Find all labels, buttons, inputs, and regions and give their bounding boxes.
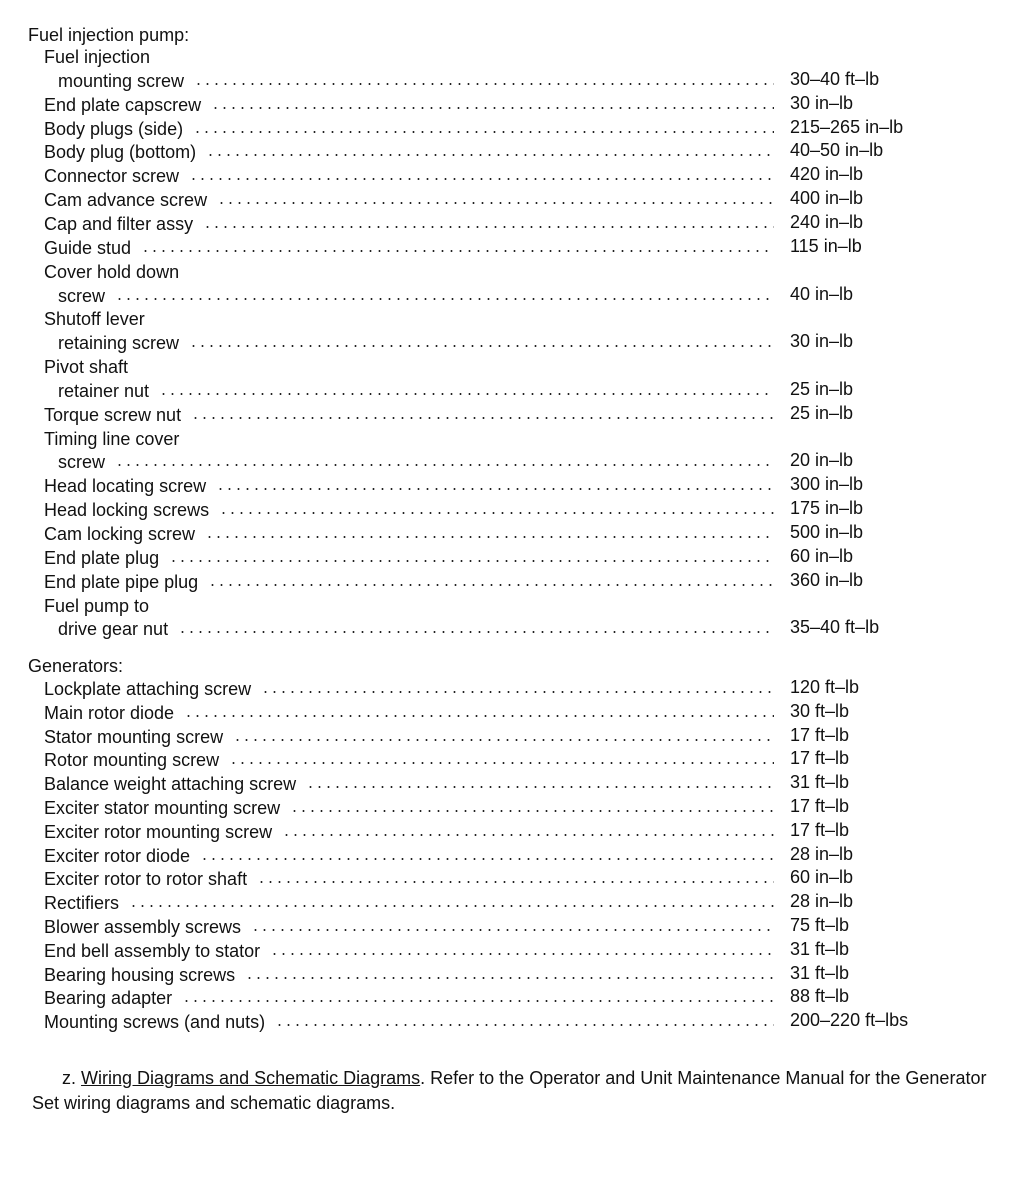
dot-leader	[205, 536, 774, 538]
spec-row	[0, 403, 1011, 427]
dot-leader	[178, 631, 774, 633]
spec-label: Exciter rotor diode	[44, 845, 191, 866]
spec-row	[0, 45, 1011, 69]
spec-value: 28 in–lb	[790, 891, 854, 912]
spec-value: 240 in–lb	[790, 211, 864, 232]
spec-value: 20 in–lb	[790, 450, 854, 471]
dot-leader	[217, 202, 774, 204]
spec-row	[0, 427, 1011, 451]
spec-row	[0, 939, 1011, 963]
dot-leader	[211, 107, 774, 109]
spec-label: End plate capscrew	[44, 94, 202, 115]
spec-label: Cam locking screw	[44, 524, 196, 544]
dot-leader	[282, 834, 774, 836]
spec-row	[0, 498, 1011, 522]
spec-label: Timing line cover	[44, 428, 180, 449]
dot-leader	[159, 393, 774, 395]
spec-label: drive gear nut	[58, 619, 169, 640]
spec-value: 300 in–lb	[790, 474, 864, 495]
spec-label: Body plug (bottom)	[44, 142, 197, 163]
spec-value: 17 ft–lb	[790, 819, 850, 840]
spec-row	[0, 570, 1011, 594]
spec-value: 400 in–lb	[790, 188, 864, 209]
spec-value: 17 ft–lb	[790, 724, 850, 745]
spec-row	[0, 117, 1011, 141]
dot-leader	[290, 810, 774, 812]
dot-leader	[182, 1000, 774, 1002]
spec-value: 40 in–lb	[790, 283, 854, 304]
spec-row	[0, 796, 1011, 820]
spec-label: mounting screw	[58, 70, 185, 91]
spec-value: 28 in–lb	[790, 843, 854, 864]
spec-value: 31 ft–lb	[790, 772, 850, 793]
spec-value: 60 in–lb	[790, 867, 854, 888]
spec-label: Fuel injection	[44, 47, 151, 67]
dot-leader	[189, 345, 774, 347]
spec-value: 215–265 in–lb	[790, 116, 904, 137]
spec-value: 25 in–lb	[790, 402, 854, 423]
dot-leader	[275, 1024, 774, 1026]
spec-label: Guide stud	[44, 237, 132, 258]
spec-value: 360 in–lb	[790, 569, 864, 590]
dot-leader	[115, 298, 774, 300]
spec-row	[0, 844, 1011, 868]
spec-row	[0, 474, 1011, 498]
spec-label: Exciter rotor mounting screw	[44, 821, 273, 842]
spec-label: retaining screw	[58, 333, 180, 354]
spec-value: 175 in–lb	[790, 498, 864, 519]
spec-label: Pivot shaft	[44, 357, 129, 378]
spec-label: Exciter stator mounting screw	[44, 798, 281, 818]
generators-heading: Generators:	[28, 656, 124, 676]
spec-row	[0, 594, 1011, 618]
spec-value: 115 in–lb	[790, 235, 862, 256]
spec-label: Cam advance screw	[44, 190, 208, 211]
spec-label: Balance weight attaching screw	[44, 774, 297, 795]
spec-value: 75 ft–lb	[790, 915, 850, 935]
spec-label: Cover hold down	[44, 261, 180, 282]
dot-leader	[245, 977, 774, 979]
spec-row	[0, 355, 1011, 379]
spec-label: Connector screw	[44, 166, 180, 187]
spec-row	[0, 963, 1011, 987]
spec-label: Lockplate attaching screw	[44, 679, 252, 699]
spec-label: retainer nut	[58, 380, 150, 401]
dot-leader	[206, 154, 774, 156]
spec-label: Rotor mounting screw	[44, 750, 220, 771]
spec-row	[0, 867, 1011, 891]
spec-row	[0, 331, 1011, 355]
spec-value: 31 ft–lb	[790, 938, 850, 959]
wiring-diagrams-paragraph	[32, 1066, 1007, 1116]
spec-label: Bearing housing screws	[44, 964, 236, 985]
dot-leader	[115, 464, 774, 466]
dot-leader	[306, 786, 774, 788]
spec-row	[0, 701, 1011, 725]
spec-value: 30 in–lb	[790, 331, 854, 352]
spec-row	[0, 522, 1011, 546]
spec-row	[0, 307, 1011, 331]
dot-leader	[189, 178, 774, 180]
dot-leader	[233, 739, 774, 741]
spec-label: screw	[58, 285, 106, 306]
dot-leader	[200, 858, 774, 860]
spec-row	[0, 236, 1011, 260]
dot-leader	[257, 881, 774, 883]
dot-leader	[194, 83, 774, 85]
spec-label: Bearing adapter	[44, 988, 173, 1009]
spec-value: 25 in–lb	[790, 378, 854, 399]
spec-row	[0, 617, 1011, 641]
spec-row	[0, 677, 1011, 701]
spec-row	[0, 772, 1011, 796]
spec-label: Main rotor diode	[44, 702, 175, 723]
spec-label: End bell assembly to stator	[44, 940, 261, 961]
fuel-pump-heading: Fuel injection pump:	[28, 25, 190, 45]
spec-row	[0, 379, 1011, 403]
spec-row	[0, 748, 1011, 772]
spec-value: 60 in–lb	[790, 545, 854, 566]
paragraph-text: . Refer to the Operator and Unit Maintenance Manual for the Generator Set wiring diagrams and schematic diagrams.	[32, 1068, 987, 1113]
spec-row	[0, 546, 1011, 570]
spec-row	[0, 820, 1011, 844]
spec-value: 31 ft–lb	[790, 962, 850, 983]
spec-label: Body plugs (side)	[44, 118, 184, 139]
dot-leader	[169, 560, 774, 562]
spec-row	[0, 986, 1011, 1010]
spec-row	[0, 891, 1011, 915]
spec-value: 35–40 ft–lb	[790, 617, 880, 638]
spec-value: 17 ft–lb	[790, 748, 850, 769]
spec-label: Cap and filter assy	[44, 213, 194, 234]
spec-label: Head locking screws	[44, 500, 210, 521]
spec-label: Rectifiers	[44, 893, 120, 914]
spec-label: screw	[58, 452, 106, 473]
spec-value: 30–40 ft–lb	[790, 68, 880, 89]
spec-label: Blower assembly screws	[44, 917, 242, 937]
spec-label: Shutoff lever	[44, 309, 145, 330]
spec-row	[0, 188, 1011, 212]
spec-row	[0, 69, 1011, 93]
spec-value: 500 in–lb	[790, 522, 864, 542]
spec-label: Torque screw nut	[44, 404, 182, 425]
dot-leader	[191, 417, 774, 419]
dot-leader	[193, 131, 774, 133]
spec-row	[0, 915, 1011, 939]
spec-row	[0, 725, 1011, 749]
dot-leader	[219, 512, 774, 514]
spec-row	[0, 140, 1011, 164]
spec-label: Head locating screw	[44, 476, 207, 497]
dot-leader	[203, 226, 774, 228]
spec-value: 420 in–lb	[790, 164, 864, 185]
dot-leader	[261, 691, 774, 693]
dot-leader	[129, 905, 774, 907]
spec-label: Stator mounting screw	[44, 726, 224, 747]
spec-label: Mounting screws (and nuts)	[44, 1012, 266, 1033]
spec-value: 30 ft–lb	[790, 700, 850, 721]
spec-row	[0, 212, 1011, 236]
dot-leader	[141, 250, 774, 252]
spec-row	[0, 164, 1011, 188]
dot-leader	[270, 953, 774, 955]
dot-leader	[216, 488, 774, 490]
spec-row	[0, 1010, 1011, 1034]
paragraph-title: Wiring Diagrams and Schematic Diagrams	[81, 1068, 421, 1088]
spec-value: 200–220 ft–lbs	[790, 1010, 909, 1031]
spec-row	[0, 284, 1011, 308]
spec-label: End plate plug	[44, 547, 160, 568]
spec-value: 88 ft–lb	[790, 986, 850, 1007]
spec-label: Fuel pump to	[44, 595, 150, 616]
paragraph-marker: z.	[62, 1068, 77, 1088]
spec-value: 120 ft–lb	[790, 677, 860, 697]
spec-row	[0, 450, 1011, 474]
dot-leader	[229, 762, 774, 764]
dot-leader	[251, 929, 774, 931]
spec-label: End plate pipe plug	[44, 571, 199, 592]
spec-label: Exciter rotor to rotor shaft	[44, 869, 248, 890]
spec-row	[0, 260, 1011, 284]
spec-value: 17 ft–lb	[790, 796, 850, 816]
dot-leader	[184, 715, 774, 717]
spec-value: 40–50 in–lb	[790, 140, 884, 161]
spec-value: 30 in–lb	[790, 92, 854, 113]
dot-leader	[208, 584, 774, 586]
spec-row	[0, 93, 1011, 117]
